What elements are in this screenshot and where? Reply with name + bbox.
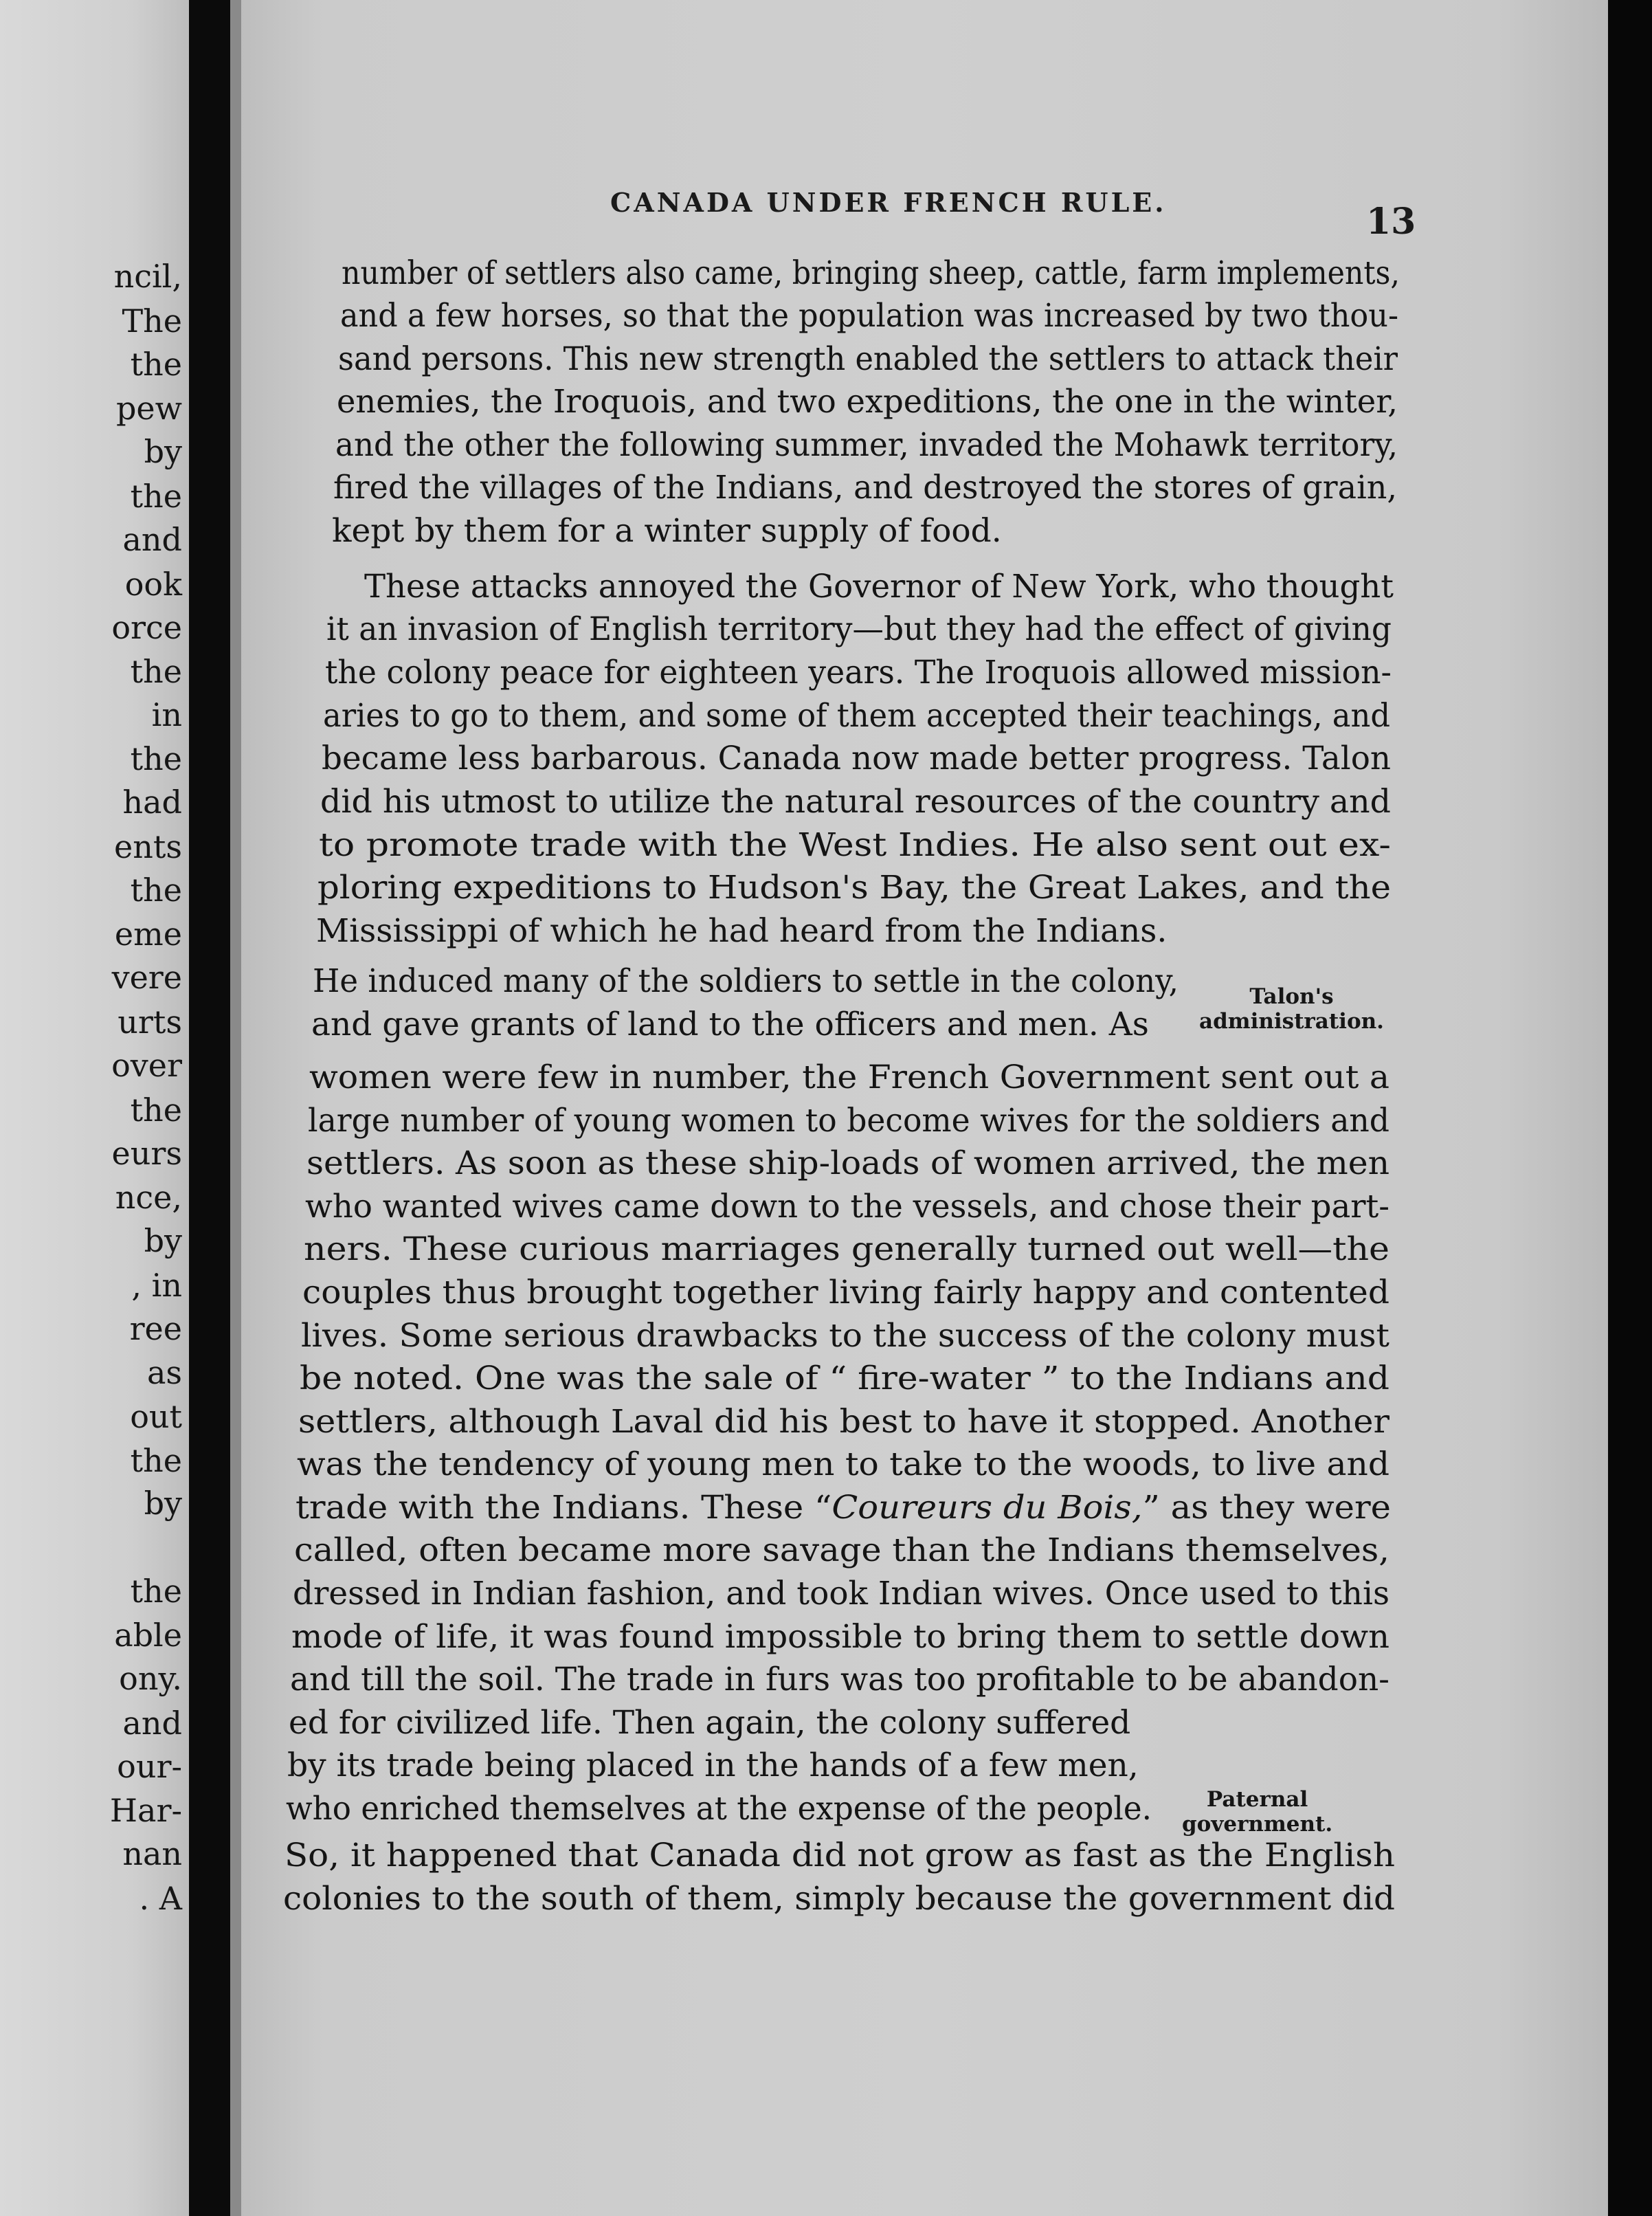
book-spine (189, 0, 230, 2216)
body-line: enemies, the Iroquois, and two expeditions, the one in the winter, (337, 383, 1398, 421)
right-border (1608, 0, 1652, 2216)
margin-note-paternal (1182, 1787, 1332, 1837)
previous-page-fragment: as (146, 1354, 182, 1391)
body-line: and a few horses, so that the population was increased by two thou- (340, 297, 1398, 335)
margin-note-line: administration. (1199, 1009, 1384, 1034)
body-line: settlers. As soon as these ship-loads of women arrived, the men (306, 1144, 1389, 1182)
margin-note-line: government. (1182, 1812, 1333, 1837)
body-line: aries to go to them, and some of them accepted their teachings, and (323, 697, 1390, 735)
body-line: the colony peace for eighteen years. The Iroquois allowed mission- (325, 654, 1392, 691)
previous-page-fragment: ree (129, 1310, 182, 1347)
previous-page-fragment: , in (131, 1267, 182, 1304)
previous-page-fragment: the (130, 872, 182, 909)
previous-page-text (0, 0, 189, 2216)
body-line: sand persons. This new strength enabled the settlers to attack their (338, 340, 1398, 378)
body-line: ners. These curious marriages generally turned out well—the (304, 1230, 1390, 1268)
body-line (295, 1489, 1391, 1527)
previous-page-fragment: our- (117, 1748, 182, 1785)
body-line: large number of young women to become wives for the soldiers and (308, 1102, 1389, 1140)
previous-page-fragment: the (130, 478, 182, 515)
previous-page-fragment: by (144, 433, 182, 470)
body-line: fired the villages of the Indians, and destroyed the stores of grain, (333, 469, 1397, 507)
previous-page-fragment: had (122, 784, 182, 821)
previous-page-fragment: the (130, 740, 182, 777)
previous-page-fragment: urts (118, 1004, 182, 1041)
body-line: He induced many of the soldiers to settle in the colony, (313, 962, 1179, 1000)
previous-page-fragment: vere (111, 959, 182, 996)
page-number: 13 (1366, 201, 1416, 243)
body-line: lives. Some serious drawbacks to the success of the colony must (301, 1317, 1390, 1355)
body-line: kept by them for a winter supply of food. (332, 512, 1002, 550)
previous-page-fragment: ony. (119, 1660, 182, 1697)
body-line: was the tendency of young men to take to the woods, to live and (297, 1445, 1389, 1483)
body-line: These attacks annoyed the Governor of New York, who thought (364, 568, 1394, 606)
body-line: colonies to the south of them, simply because the government did (283, 1880, 1395, 1918)
body-line: number of settlers also came, bringing sheep, cattle, farm implements, (342, 254, 1400, 292)
body-line-text: ” as they were (1142, 1489, 1391, 1527)
body-line: and gave grants of land to the officers and men. As (311, 1006, 1149, 1043)
previous-page-fragment: nan (122, 1835, 182, 1872)
body-line: by its trade being placed in the hands of a few men, (287, 1747, 1139, 1784)
body-line: couples thus brought together living fairly happy and contented (302, 1274, 1389, 1311)
body-line: dressed in Indian fashion, and took Indian wives. Once used to this (293, 1575, 1389, 1613)
body-line: and till the soil. The trade in furs was too profitable to be abandon- (290, 1661, 1389, 1698)
margin-note-line: Paternal (1206, 1787, 1308, 1812)
previous-page-fragment: the (130, 1442, 182, 1479)
previous-page-fragment: the (130, 653, 182, 690)
body-line-text: trade with the Indians. These “ (295, 1489, 832, 1527)
body-line: who wanted wives came down to the vessels, and chose their part- (305, 1188, 1389, 1226)
body-line: ed for civilized life. Then again, the colony suffered (289, 1704, 1131, 1742)
body-line: who enriched themselves at the expense of the people. (286, 1790, 1152, 1828)
previous-page-fragment: by (144, 1222, 182, 1259)
body-line: be noted. One was the sale of “ fire-water ” to the Indians and (300, 1360, 1389, 1397)
previous-page-fragment: over (111, 1047, 182, 1084)
page-gutter (230, 0, 241, 2216)
previous-page-fragment: in (151, 696, 182, 733)
previous-page-fragment: by (144, 1485, 182, 1522)
previous-page-fragment: The (122, 302, 182, 340)
body-line: became less barbarous. Canada now made better progress. Talon (322, 740, 1391, 777)
previous-page-fragment: ents (114, 828, 182, 865)
body-line: to promote trade with the West Indies. He also sent out ex- (319, 826, 1391, 864)
margin-note-line: Talon's (1249, 984, 1334, 1009)
previous-page-fragment: ook (124, 566, 182, 603)
previous-page-fragment: the (130, 346, 182, 383)
previous-page-fragment: eurs (111, 1135, 182, 1172)
body-line: Mississippi of which he had heard from the Indians. (316, 912, 1168, 950)
margin-note-talon (1199, 984, 1384, 1034)
previous-page-fragment: nce, (115, 1179, 182, 1216)
previous-page-fragment: able (114, 1617, 182, 1654)
body-line: women were few in number, the French Government sent out a (309, 1059, 1389, 1096)
body-line: settlers, although Laval did his best to have it stopped. Another (298, 1403, 1389, 1441)
body-line: mode of life, it was found impossible to bring them to settle down (291, 1618, 1389, 1656)
body-line: did his utmost to utilize the natural resources of the country and (320, 783, 1391, 821)
previous-page-fragment: orce (111, 609, 182, 646)
previous-page-fragment: out (130, 1398, 182, 1435)
previous-page-fragment: the (130, 1573, 182, 1610)
previous-page-fragment: pew (115, 390, 182, 427)
previous-page-fragment: eme (114, 916, 182, 953)
body-line: and the other the following summer, invaded the Mohawk territory, (335, 426, 1398, 464)
body-line: So, it happened that Canada did not grow as fast as the English (284, 1837, 1395, 1874)
previous-page-fragment: and (122, 1705, 182, 1742)
body-line: ploring expeditions to Hudson's Bay, the Great Lakes, and the (317, 869, 1391, 907)
italic-phrase: Coureurs du Bois, (831, 1489, 1143, 1527)
previous-page-fragment: Har- (109, 1792, 182, 1829)
previous-page-fragment: ncil, (113, 258, 182, 295)
body-line: it an invasion of English territory—but they had the effect of giving (326, 610, 1392, 648)
running-title: CANADA UNDER FRENCH RULE. (610, 187, 1167, 218)
body-line: called, often became more savage than the Indians themselves, (294, 1531, 1389, 1569)
previous-page-fragment: the (130, 1092, 182, 1129)
previous-page-fragment: and (122, 521, 182, 558)
previous-page-fragment: . A (139, 1880, 182, 1917)
